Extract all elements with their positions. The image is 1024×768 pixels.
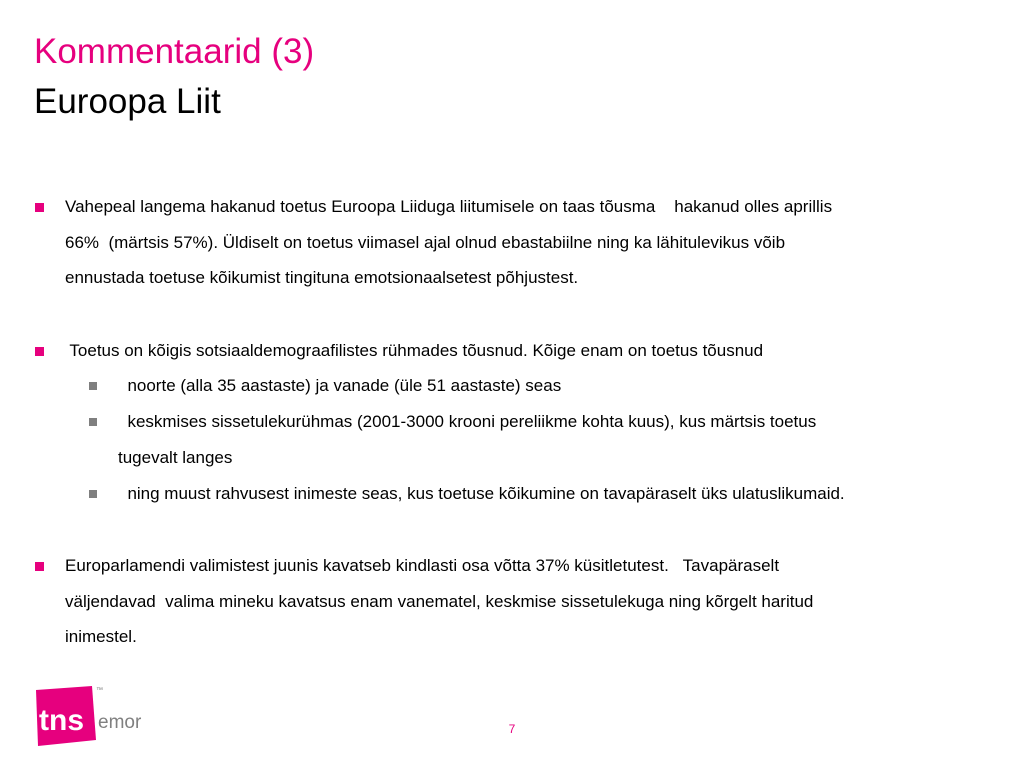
sub-bullet-2-line-2: tugevalt langes <box>118 448 233 467</box>
logo-suffix-text: emor <box>98 712 142 733</box>
slide-subtitle: Euroopa Liit <box>34 82 221 121</box>
slide-title: Kommentaarid (3) <box>34 32 315 71</box>
sub-bullet-square-icon <box>89 382 97 390</box>
bullet-1-line-2: 66% (märtsis 57%). Üldiselt on toetus viimasel ajal olnud ebastabiilne ning ka lähitulevikus võib <box>65 233 786 252</box>
tns-emor-logo-graphic <box>34 686 154 748</box>
bullet-1-line-3: ennustada toetuse kõikumist tingituna emotsionaalsetest põhjustest. <box>65 268 579 287</box>
bullet-1-line-1: Vahepeal langema hakanud toetus Euroopa Liiduga liitumisele on taas tõusma hakanud olles aprillis <box>65 197 833 216</box>
logo-brand-text: tns <box>39 704 84 737</box>
bullet-square-icon <box>35 203 44 212</box>
sub-bullet-square-icon <box>89 490 97 498</box>
logo-trademark: ™ <box>96 687 103 694</box>
bullet-3-line-1: Europarlamendi valimistest juunis kavatseb kindlasti osa võtta 37% küsitletutest. Tavapäraselt <box>65 556 780 575</box>
sub-bullet-3-text: ning muust rahvusest inimeste seas, kus toetuse kõikumine on tavapäraselt üks ulatuslikumaid. <box>118 484 845 503</box>
page-number: 7 <box>508 722 516 736</box>
sub-bullet-square-icon <box>89 418 97 426</box>
tns-emor-logo <box>34 686 154 748</box>
bullet-square-icon <box>35 347 44 356</box>
sub-bullet-2-line-1: keskmises sissetulekurühmas (2001-3000 krooni pereliikme kohta kuus), kus märtsis toetus <box>118 412 817 431</box>
bullet-square-icon <box>35 562 44 571</box>
sub-bullet-1-text: noorte (alla 35 aastaste) ja vanade (üle 51 aastaste) seas <box>118 376 562 395</box>
bullet-2-text: Toetus on kõigis sotsiaaldemograafilistes rühmades tõusnud. Kõige enam on toetus tõusnud <box>65 341 764 360</box>
bullet-3-line-3: inimestel. <box>65 627 137 646</box>
bullet-3-line-2: väljendavad valima mineku kavatsus enam vanematel, keskmise sissetulekuga ning kõrgelt haritud <box>65 592 814 611</box>
